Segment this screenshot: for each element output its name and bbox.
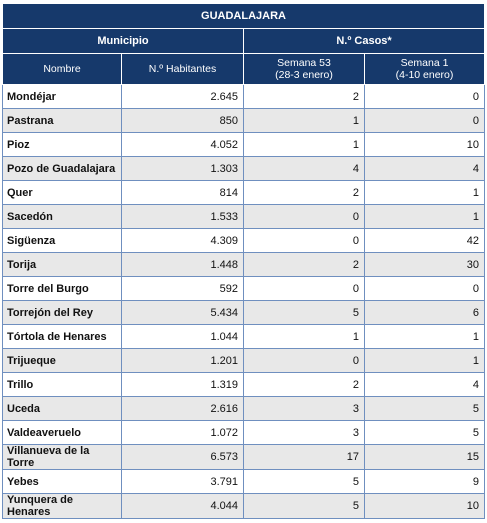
cell-semana53: 0: [244, 205, 365, 229]
cell-semana1: 5: [365, 397, 485, 421]
cell-semana1: 30: [365, 253, 485, 277]
cell-habitantes: 1.533: [122, 205, 244, 229]
cell-habitantes: 1.072: [122, 421, 244, 445]
cell-semana1: 0: [365, 85, 485, 109]
cell-semana1: 1: [365, 181, 485, 205]
cell-nombre: Tórtola de Henares: [3, 325, 122, 349]
cell-semana53: 5: [244, 470, 365, 494]
table-row: [3, 181, 485, 205]
table-row: [3, 349, 485, 373]
table-row: [3, 253, 485, 277]
cell-habitantes: 1.319: [122, 373, 244, 397]
table-row: [3, 494, 485, 519]
table-row: [3, 109, 485, 133]
cell-habitantes: 6.573: [122, 445, 244, 470]
semana53-dates: (28-3 enero): [275, 69, 333, 81]
cell-nombre: Villanueva de la Torre: [3, 445, 122, 470]
cell-semana53: 3: [244, 397, 365, 421]
cell-nombre: Pozo de Guadalajara: [3, 157, 122, 181]
cell-habitantes: 1.201: [122, 349, 244, 373]
cell-semana1: 4: [365, 157, 485, 181]
cell-semana53: 1: [244, 109, 365, 133]
cell-habitantes: 2.616: [122, 397, 244, 421]
table-body: [3, 85, 485, 519]
cases-table: [2, 3, 485, 519]
cell-semana53: 1: [244, 133, 365, 157]
table-row: [3, 397, 485, 421]
cell-semana53: 5: [244, 494, 365, 519]
cell-nombre: Sigüenza: [3, 229, 122, 253]
semana53-label: Semana 53: [277, 57, 331, 69]
cell-semana1: 9: [365, 470, 485, 494]
cell-semana53: 4: [244, 157, 365, 181]
table-row: [3, 470, 485, 494]
cell-habitantes: 4.044: [122, 494, 244, 519]
table-title: GUADALAJARA: [3, 4, 485, 29]
cell-semana53: 0: [244, 277, 365, 301]
cell-nombre: Sacedón: [3, 205, 122, 229]
cell-semana1: 42: [365, 229, 485, 253]
cell-semana1: 4: [365, 373, 485, 397]
cell-habitantes: 814: [122, 181, 244, 205]
table-row: [3, 205, 485, 229]
cell-habitantes: 850: [122, 109, 244, 133]
cell-habitantes: 4.309: [122, 229, 244, 253]
table-row: [3, 301, 485, 325]
cell-habitantes: 1.303: [122, 157, 244, 181]
table-row: [3, 373, 485, 397]
cell-nombre: Valdeaveruelo: [3, 421, 122, 445]
cell-semana1: 15: [365, 445, 485, 470]
cell-nombre: Uceda: [3, 397, 122, 421]
column-header-semana53: [244, 54, 365, 85]
cell-semana53: 2: [244, 181, 365, 205]
cell-semana53: 2: [244, 373, 365, 397]
cell-semana53: 2: [244, 253, 365, 277]
table-row: [3, 85, 485, 109]
table-row: [3, 445, 485, 470]
cell-nombre: Mondéjar: [3, 85, 122, 109]
cell-habitantes: 1.044: [122, 325, 244, 349]
cell-nombre: Quer: [3, 181, 122, 205]
cell-nombre: Yunquera de Henares: [3, 494, 122, 519]
group-header-municipio: Municipio: [3, 29, 244, 54]
cell-nombre: Trijueque: [3, 349, 122, 373]
group-header-casos: N.º Casos*: [244, 29, 485, 54]
cell-semana1: 1: [365, 205, 485, 229]
cell-nombre: Yebes: [3, 470, 122, 494]
cell-semana1: 0: [365, 109, 485, 133]
cell-nombre: Torrejón del Rey: [3, 301, 122, 325]
cell-semana1: 1: [365, 349, 485, 373]
cell-nombre: Trillo: [3, 373, 122, 397]
cell-habitantes: 1.448: [122, 253, 244, 277]
column-header-habitantes: N.º Habitantes: [122, 54, 244, 85]
column-header-semana1: [365, 54, 485, 85]
table-row: [3, 133, 485, 157]
cell-semana1: 5: [365, 421, 485, 445]
cell-habitantes: 4.052: [122, 133, 244, 157]
cell-semana53: 2: [244, 85, 365, 109]
cell-semana53: 0: [244, 229, 365, 253]
cell-semana1: 10: [365, 133, 485, 157]
cell-nombre: Torija: [3, 253, 122, 277]
cell-semana1: 6: [365, 301, 485, 325]
cell-semana1: 10: [365, 494, 485, 519]
cell-habitantes: 3.791: [122, 470, 244, 494]
cell-semana1: 0: [365, 277, 485, 301]
cell-habitantes: 2.645: [122, 85, 244, 109]
table-row: [3, 229, 485, 253]
table-row: [3, 157, 485, 181]
cell-nombre: Pioz: [3, 133, 122, 157]
cell-semana53: 17: [244, 445, 365, 470]
semana1-label: Semana 1: [400, 57, 449, 69]
cell-semana53: 5: [244, 301, 365, 325]
semana1-dates: (4-10 enero): [395, 69, 454, 81]
cases-table-container: [2, 3, 484, 519]
cell-semana1: 1: [365, 325, 485, 349]
cell-nombre: Pastrana: [3, 109, 122, 133]
table-row: [3, 421, 485, 445]
cell-semana53: 0: [244, 349, 365, 373]
cell-habitantes: 5.434: [122, 301, 244, 325]
cell-semana53: 1: [244, 325, 365, 349]
cell-habitantes: 592: [122, 277, 244, 301]
cell-nombre: Torre del Burgo: [3, 277, 122, 301]
column-header-nombre: Nombre: [3, 54, 122, 85]
table-row: [3, 277, 485, 301]
cell-semana53: 3: [244, 421, 365, 445]
table-row: [3, 325, 485, 349]
